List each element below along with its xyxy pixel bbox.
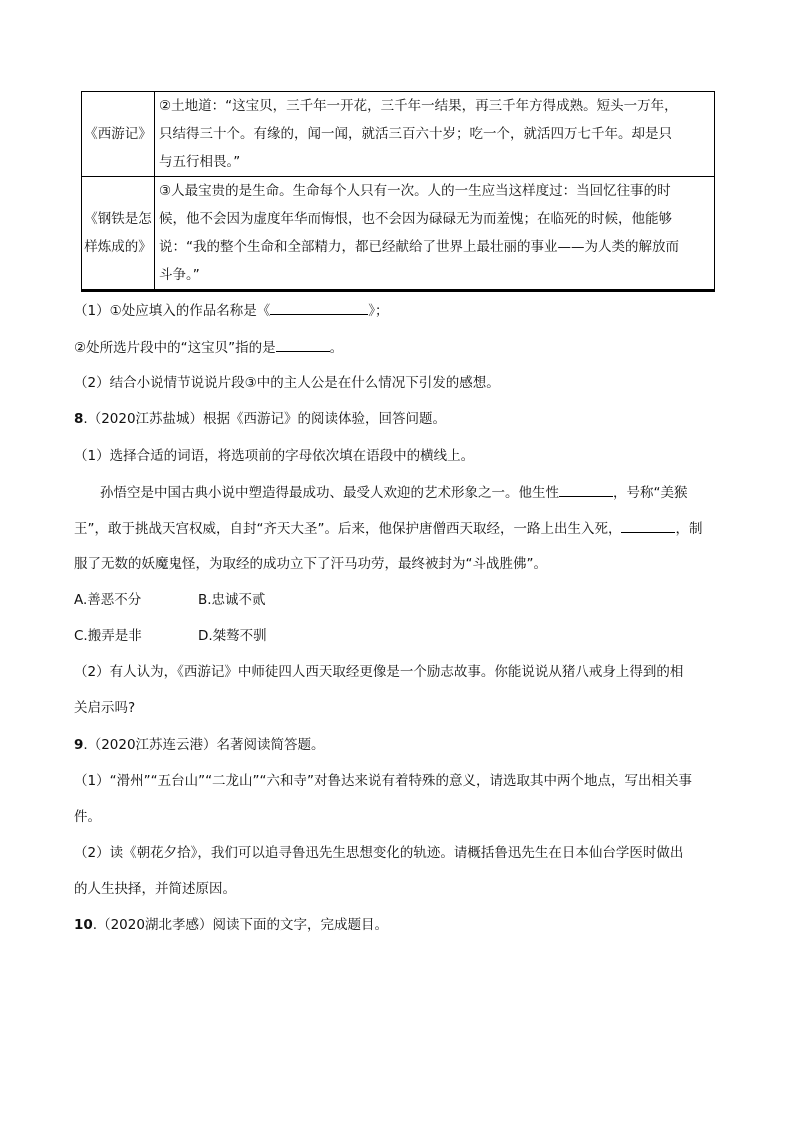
q9-sub2-line: 的人生抉择，并简述原因。 bbox=[74, 881, 236, 897]
excerpt-line: 斗争。” bbox=[159, 267, 200, 283]
work-title-cell bbox=[82, 177, 155, 291]
excerpt-line: ③人最宝贵的是生命。生命每个人只有一次。人的一生应当这样度过：当回忆往事的时 bbox=[159, 183, 671, 199]
question-title: .（2020江苏连云港）名著阅读简答题。 bbox=[83, 737, 325, 753]
text-span: 王”，敢于挑战天宫权威，自封“齐天大圣”。后来，他保护唐僧西天取经，一路上出生入死， bbox=[74, 521, 622, 537]
q8-title bbox=[74, 409, 724, 429]
table-row bbox=[82, 92, 715, 177]
question-number: 9 bbox=[74, 737, 84, 753]
q8-options-row bbox=[74, 590, 724, 610]
q8-paragraph-line bbox=[100, 482, 750, 503]
excerpt-line: 只结得三十个。有缘的，闻一闻，就活三百六十岁；吃一个，就活四万七千年。却是只 bbox=[159, 126, 672, 142]
q7-sub1b-suffix: 。 bbox=[329, 340, 344, 356]
excerpt-line: 候，他不会因为虚度年华而悔恨，也不会因为碌碌无为而羞愧；在临死的时候，他能够 bbox=[159, 211, 672, 227]
q8-sub2-line: （2）有人认为，《西游记》中师徒四人西天取经更像是一个励志故事。你能说说从猪八戒身上得到的相 bbox=[74, 664, 684, 680]
q8-sub2-line: 关启示吗? bbox=[74, 700, 136, 716]
question-number: 8 bbox=[74, 411, 84, 427]
question-title: .（2020江苏盐城）根据《西游记》的阅读体验，回答问题。 bbox=[83, 411, 447, 427]
q9-sub1-line: 件。 bbox=[74, 809, 101, 825]
answer-blank[interactable] bbox=[270, 300, 368, 315]
excerpt-table bbox=[81, 91, 715, 292]
answer-blank[interactable] bbox=[276, 337, 330, 352]
work-title-line: 《钢铁是怎 bbox=[84, 211, 152, 227]
option-c: C.搬弄是非 bbox=[74, 628, 142, 644]
text-span: 孙悟空是中国古典小说中塑造得最成功、最受人欢迎的艺术形象之一。他生性 bbox=[100, 485, 559, 501]
q9-title bbox=[74, 735, 724, 755]
excerpt-line: 说：“我的整个生命和全部精力，都已经献给了世界上最壮丽的事业——为人类的解放而 bbox=[159, 239, 679, 255]
q7-sub1 bbox=[74, 300, 724, 321]
q8-paragraph-line: 服了无数的妖魔鬼怪，为取经的成功立下了汗马功劳，最终被封为“斗战胜佛”。 bbox=[74, 556, 547, 572]
excerpt-cell bbox=[155, 177, 715, 291]
question-number: 10 bbox=[74, 917, 93, 933]
q10-title bbox=[74, 915, 724, 935]
q8-options-row bbox=[74, 626, 724, 646]
text-span: ，号称“美猴 bbox=[613, 485, 688, 501]
q7-sub1b bbox=[74, 337, 724, 358]
option-b: B.忠诚不贰 bbox=[198, 592, 266, 608]
table-row bbox=[82, 177, 715, 291]
q8-paragraph-line bbox=[74, 518, 724, 539]
option-d: D.桀骜不驯 bbox=[198, 628, 267, 644]
answer-blank[interactable] bbox=[621, 518, 675, 533]
q9-sub2-line: （2）读《朝花夕拾》，我们可以追寻鲁迅先生思想变化的轨迹。请概括鲁迅先生在日本仙台学医时做出 bbox=[74, 845, 684, 861]
excerpt-line: ②土地道：“这宝贝，三千年一开花，三千年一结果，再三千年方得成熟。短头一万年， bbox=[159, 98, 678, 114]
q7-sub1-prefix: （1）①处应填入的作品名称是《 bbox=[74, 303, 271, 319]
q7-sub2: （2）结合小说情节说说片段③中的主人公是在什么情况下引发的感想。 bbox=[74, 375, 500, 391]
excerpt-line: 与五行相畏。” bbox=[159, 154, 241, 170]
work-title-line: 样炼成的》 bbox=[84, 239, 152, 255]
question-title: .（2020湖北孝感）阅读下面的文字，完成题目。 bbox=[92, 917, 388, 933]
option-a: A.善恶不分 bbox=[74, 592, 142, 608]
text-span: ，制 bbox=[675, 521, 703, 537]
excerpt-cell bbox=[155, 92, 715, 177]
q7-sub1-suffix: 》； bbox=[368, 303, 389, 319]
answer-blank[interactable] bbox=[559, 482, 613, 497]
q8-sub1: （1）选择合适的词语，将选项前的字母依次填在语段中的横线上。 bbox=[74, 448, 475, 464]
q7-sub1b-prefix: ②处所选片段中的“这宝贝”指的是 bbox=[74, 340, 276, 356]
q9-sub1-line: （1）“滑州”“五台山”“二龙山”“六和寺”对鲁达来说有着特殊的意义，请选取其中两个地点，写出相关事 bbox=[74, 773, 693, 789]
work-title-cell: 《西游记》 bbox=[82, 92, 155, 177]
